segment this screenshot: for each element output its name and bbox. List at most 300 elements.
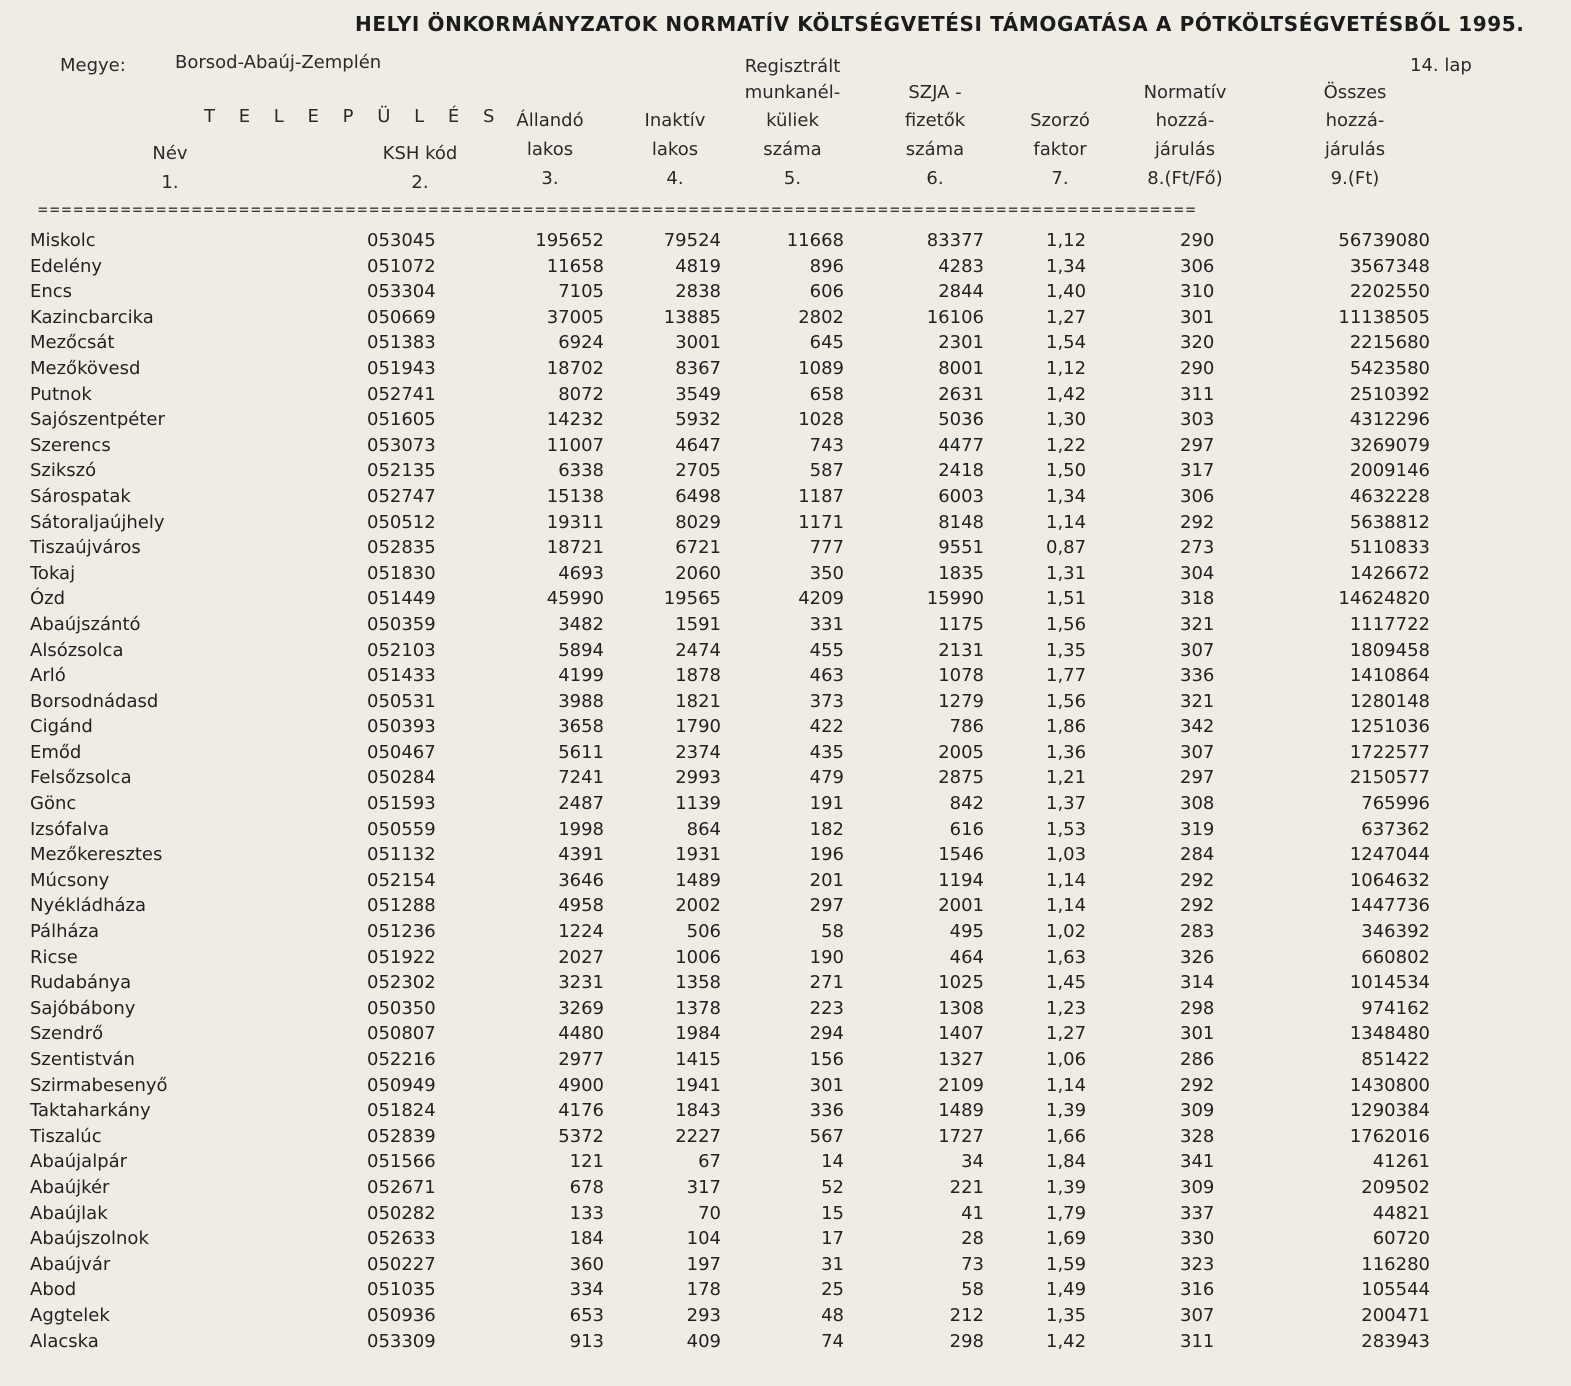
cell-normative-contribution: 306 (1180, 485, 1215, 507)
cell-multiplier: 1,59 (1046, 1253, 1087, 1275)
cell-szja-payers: 1835 (938, 562, 984, 584)
cell-unemployed: 1028 (798, 409, 844, 431)
col-header-code (370, 139, 470, 197)
cell-szja-payers: 34 (961, 1151, 984, 1173)
cell-multiplier: 1,27 (1046, 306, 1087, 328)
cell-szja-payers: 58 (961, 1279, 984, 1301)
cell-permanent-population: 4480 (558, 1023, 604, 1045)
cell-permanent-population: 1998 (558, 818, 604, 840)
cell-ksh-code: 050669 (367, 306, 436, 328)
cell-name: Szendrő (30, 1023, 104, 1045)
cell-multiplier: 1,02 (1046, 921, 1087, 943)
cell-szja-payers: 2875 (938, 767, 984, 789)
cell-szja-payers: 16106 (926, 306, 984, 328)
table-row (0, 1277, 1571, 1303)
cell-permanent-population: 121 (569, 1151, 604, 1173)
cell-name: Mezőkövesd (30, 357, 141, 379)
header-line: munkanél- (744, 82, 841, 103)
cell-permanent-population: 6924 (558, 332, 604, 354)
cell-multiplier: 1,39 (1046, 1100, 1087, 1122)
cell-name: Szentistván (30, 1049, 135, 1070)
cell-inactive-population: 79524 (663, 230, 721, 251)
cell-multiplier: 1,12 (1046, 230, 1087, 251)
cell-total-contribution: 2202550 (1349, 281, 1430, 303)
cell-unemployed: 271 (809, 972, 844, 994)
cell-inactive-population: 1006 (675, 946, 721, 968)
cell-unemployed: 567 (809, 1125, 844, 1147)
cell-normative-contribution: 314 (1180, 972, 1215, 994)
cell-unemployed: 777 (809, 537, 844, 559)
cell-name: Tokaj (30, 562, 76, 584)
cell-total-contribution: 209502 (1361, 1176, 1430, 1198)
header-line: járulás (1324, 139, 1386, 160)
cell-name: Aggtelek (30, 1304, 110, 1326)
county-value: Borsod-Abaúj-Zemplén (175, 52, 382, 73)
cell-szja-payers: 1279 (938, 690, 984, 712)
cell-unemployed: 58 (821, 921, 844, 943)
cell-unemployed: 331 (809, 613, 844, 635)
cell-name: Sátoraljaújhely (30, 511, 165, 533)
cell-ksh-code: 051072 (367, 255, 436, 277)
cell-unemployed: 201 (809, 869, 844, 891)
cell-name: Mezőkeresztes (30, 844, 163, 866)
cell-ksh-code: 052839 (367, 1125, 436, 1147)
cell-unemployed: 25 (821, 1279, 844, 1301)
cell-ksh-code: 050531 (367, 690, 436, 712)
cell-normative-contribution: 307 (1180, 639, 1215, 661)
cell-total-contribution: 2215680 (1349, 332, 1430, 354)
cell-normative-contribution: 336 (1180, 665, 1215, 687)
cell-szja-payers: 2844 (938, 281, 984, 303)
cell-normative-contribution: 309 (1180, 1100, 1215, 1122)
cell-permanent-population: 4900 (558, 1074, 604, 1096)
cell-name: Mezőcsát (30, 332, 115, 354)
table-row (0, 510, 1571, 536)
cell-permanent-population: 15138 (546, 485, 604, 507)
cell-name: Izsófalva (30, 818, 110, 840)
cell-total-contribution: 1280148 (1349, 690, 1430, 712)
header-line: lakos (526, 139, 574, 160)
cell-normative-contribution: 318 (1180, 588, 1215, 610)
cell-unemployed: 1089 (798, 357, 844, 379)
table-row (0, 305, 1571, 331)
cell-total-contribution: 660802 (1361, 946, 1430, 968)
cell-szja-payers: 298 (949, 1330, 984, 1352)
cell-name: Gönc (30, 793, 77, 815)
header-line: 7. (1051, 168, 1069, 189)
header-line: faktor (1033, 139, 1087, 160)
cell-multiplier: 1,06 (1046, 1049, 1087, 1070)
cell-normative-contribution: 292 (1180, 869, 1215, 891)
cell-total-contribution: 1247044 (1349, 844, 1430, 866)
cell-unemployed: 658 (809, 383, 844, 405)
header-line: lakos (651, 139, 699, 160)
cell-unemployed: 31 (821, 1253, 844, 1275)
cell-permanent-population: 133 (569, 1202, 604, 1224)
cell-unemployed: 422 (809, 716, 844, 738)
cell-szja-payers: 221 (949, 1176, 984, 1198)
cell-inactive-population: 67 (698, 1151, 721, 1173)
header-line: SZJA - (908, 82, 962, 103)
cell-multiplier: 1,37 (1046, 793, 1087, 815)
data-table-body (0, 228, 1571, 1354)
cell-inactive-population: 1415 (675, 1049, 721, 1070)
cell-unemployed: 606 (809, 281, 844, 303)
cell-name: Nyékládháza (30, 895, 146, 917)
cell-total-contribution: 346392 (1361, 921, 1430, 943)
cell-inactive-population: 8367 (675, 357, 721, 379)
cell-permanent-population: 14232 (546, 409, 604, 431)
cell-ksh-code: 052135 (367, 460, 436, 482)
cell-ksh-code: 051824 (367, 1100, 436, 1122)
cell-multiplier: 1,30 (1046, 409, 1087, 431)
cell-ksh-code: 051922 (367, 946, 436, 968)
header-line: 6. (926, 168, 944, 189)
table-row (0, 893, 1571, 919)
cell-multiplier: 1,69 (1046, 1228, 1087, 1250)
cell-szja-payers: 616 (949, 818, 984, 840)
cell-permanent-population: 2487 (558, 793, 604, 815)
cell-name: Encs (30, 281, 73, 303)
cell-total-contribution: 1762016 (1349, 1125, 1430, 1147)
header-line: Normatív (1143, 82, 1227, 103)
cell-multiplier: 1,34 (1046, 255, 1087, 277)
cell-permanent-population: 4391 (558, 844, 604, 866)
cell-total-contribution: 5423580 (1349, 357, 1430, 379)
cell-total-contribution: 2150577 (1349, 767, 1430, 789)
table-row (0, 561, 1571, 587)
cell-normative-contribution: 316 (1180, 1279, 1215, 1301)
cell-normative-contribution: 326 (1180, 946, 1215, 968)
cell-unemployed: 11668 (786, 230, 844, 251)
cell-name: Ricse (30, 946, 78, 968)
table-row (0, 356, 1571, 382)
cell-inactive-population: 4647 (675, 434, 721, 456)
cell-total-contribution: 60720 (1372, 1228, 1430, 1250)
cell-permanent-population: 3658 (558, 716, 604, 738)
cell-normative-contribution: 298 (1180, 997, 1215, 1019)
cell-name: Szikszó (30, 460, 97, 482)
cell-inactive-population: 1931 (675, 844, 721, 866)
cell-ksh-code: 050807 (367, 1023, 436, 1045)
cell-ksh-code: 051132 (367, 844, 436, 866)
cell-szja-payers: 2001 (938, 895, 984, 917)
cell-unemployed: 190 (809, 946, 844, 968)
header-line: Összes (1323, 82, 1387, 103)
cell-unemployed: 1171 (798, 511, 844, 533)
cell-ksh-code: 052216 (367, 1049, 436, 1070)
cell-ksh-code: 050559 (367, 818, 436, 840)
cell-inactive-population: 2374 (675, 741, 721, 763)
cell-szja-payers: 9551 (938, 537, 984, 559)
cell-ksh-code: 052302 (367, 972, 436, 994)
table-row (0, 484, 1571, 510)
cell-ksh-code: 052633 (367, 1228, 436, 1250)
cell-name: Abaújszántó (30, 613, 141, 635)
cell-szja-payers: 83377 (926, 230, 984, 251)
header-line: hozzá- (1325, 110, 1385, 131)
cell-normative-contribution: 317 (1180, 460, 1215, 482)
header-line: hozzá- (1155, 110, 1215, 131)
table-row (0, 663, 1571, 689)
cell-total-contribution: 3269079 (1349, 434, 1430, 456)
cell-permanent-population: 184 (569, 1228, 604, 1250)
header-line: 3. (541, 168, 559, 189)
cell-name: Miskolc (30, 230, 96, 251)
cell-inactive-population: 6498 (675, 485, 721, 507)
cell-ksh-code: 050227 (367, 1253, 436, 1275)
cell-normative-contribution: 321 (1180, 690, 1215, 712)
cell-szja-payers: 1489 (938, 1100, 984, 1122)
page-title: HELYI ÖNKORMÁNYZATOK NORMATÍV KÖLTSÉGVETÉSI TÁMOGATÁSA A PÓTKÖLTSÉGVETÉSBŐL 1995. (355, 12, 1525, 36)
cell-inactive-population: 2838 (675, 281, 721, 303)
cell-szja-payers: 1025 (938, 972, 984, 994)
table-row (0, 842, 1571, 868)
table-row (0, 1047, 1571, 1073)
cell-permanent-population: 4199 (558, 665, 604, 687)
cell-name: Sajószentpéter (30, 409, 165, 431)
cell-permanent-population: 4176 (558, 1100, 604, 1122)
table-row (0, 1073, 1571, 1099)
cell-permanent-population: 2977 (558, 1049, 604, 1070)
cell-multiplier: 1,42 (1046, 1330, 1087, 1352)
cell-unemployed: 191 (809, 793, 844, 815)
cell-multiplier: 1,03 (1046, 844, 1087, 866)
cell-unemployed: 74 (821, 1330, 844, 1352)
cell-normative-contribution: 311 (1180, 383, 1215, 405)
table-row (0, 458, 1571, 484)
cell-ksh-code: 051236 (367, 921, 436, 943)
cell-ksh-code: 050467 (367, 741, 436, 763)
cell-multiplier: 1,66 (1046, 1125, 1087, 1147)
cell-inactive-population: 1358 (675, 972, 721, 994)
cell-multiplier: 1,14 (1046, 511, 1087, 533)
cell-inactive-population: 1790 (675, 716, 721, 738)
cell-total-contribution: 200471 (1361, 1304, 1430, 1326)
cell-unemployed: 463 (809, 665, 844, 687)
cell-name: Arló (30, 665, 66, 687)
cell-unemployed: 15 (821, 1202, 844, 1224)
cell-multiplier: 1,84 (1046, 1151, 1087, 1173)
cell-multiplier: 1,49 (1046, 1279, 1087, 1301)
cell-unemployed: 455 (809, 639, 844, 661)
cell-multiplier: 1,54 (1046, 332, 1087, 354)
cell-total-contribution: 974162 (1361, 997, 1430, 1019)
cell-total-contribution: 3567348 (1349, 255, 1430, 277)
table-row (0, 996, 1571, 1022)
cell-multiplier: 1,12 (1046, 357, 1087, 379)
header-line: járulás (1154, 139, 1216, 160)
table-row (0, 689, 1571, 715)
cell-total-contribution: 5638812 (1349, 511, 1430, 533)
cell-multiplier: 1,51 (1046, 588, 1087, 610)
cell-inactive-population: 409 (686, 1330, 721, 1352)
table-row (0, 535, 1571, 561)
cell-multiplier: 1,56 (1046, 690, 1087, 712)
cell-multiplier: 1,31 (1046, 562, 1087, 584)
cell-unemployed: 17 (821, 1228, 844, 1250)
cell-total-contribution: 105544 (1361, 1279, 1430, 1301)
cell-unemployed: 350 (809, 562, 844, 584)
cell-unemployed: 301 (809, 1074, 844, 1096)
table-row (0, 330, 1571, 356)
table-row (0, 868, 1571, 894)
cell-total-contribution: 56739080 (1338, 230, 1430, 251)
cell-ksh-code: 051035 (367, 1279, 436, 1301)
cell-inactive-population: 2060 (675, 562, 721, 584)
cell-total-contribution: 1348480 (1349, 1023, 1430, 1045)
table-row (0, 1098, 1571, 1124)
header-line: Név (152, 143, 188, 164)
cell-multiplier: 1,22 (1046, 434, 1087, 456)
cell-unemployed: 14 (821, 1151, 844, 1173)
cell-multiplier: 1,36 (1046, 741, 1087, 763)
cell-permanent-population: 7241 (558, 767, 604, 789)
cell-normative-contribution: 341 (1180, 1151, 1215, 1173)
cell-inactive-population: 1139 (675, 793, 721, 815)
cell-szja-payers: 2109 (938, 1074, 984, 1096)
cell-normative-contribution: 321 (1180, 613, 1215, 635)
cell-name: Tiszaújváros (30, 537, 141, 559)
cell-szja-payers: 8148 (938, 511, 984, 533)
cell-normative-contribution: 310 (1180, 281, 1215, 303)
cell-normative-contribution: 283 (1180, 921, 1215, 943)
cell-normative-contribution: 303 (1180, 409, 1215, 431)
cell-permanent-population: 3988 (558, 690, 604, 712)
cell-permanent-population: 3231 (558, 972, 604, 994)
cell-normative-contribution: 304 (1180, 562, 1215, 584)
col-header-szja (885, 80, 985, 193)
cell-ksh-code: 050359 (367, 613, 436, 635)
cell-szja-payers: 2631 (938, 383, 984, 405)
cell-szja-payers: 5036 (938, 409, 984, 431)
cell-szja-payers: 15990 (926, 588, 984, 610)
cell-unemployed: 2802 (798, 306, 844, 328)
cell-multiplier: 1,40 (1046, 281, 1087, 303)
county-label: Megye: (60, 55, 126, 76)
cell-multiplier: 1,79 (1046, 1202, 1087, 1224)
table-row (0, 1124, 1571, 1150)
cell-szja-payers: 1327 (938, 1049, 984, 1070)
cell-permanent-population: 11658 (546, 255, 604, 277)
cell-ksh-code: 052154 (367, 869, 436, 891)
cell-normative-contribution: 284 (1180, 844, 1215, 866)
settlement-group-header: T E L E P Ü L É S (204, 106, 504, 127)
cell-name: Múcsony (30, 869, 110, 891)
cell-normative-contribution: 297 (1180, 767, 1215, 789)
cell-permanent-population: 45990 (546, 588, 604, 610)
cell-szja-payers: 786 (949, 716, 984, 738)
cell-permanent-population: 3646 (558, 869, 604, 891)
cell-multiplier: 1,42 (1046, 383, 1087, 405)
table-row (0, 279, 1571, 305)
cell-permanent-population: 678 (569, 1176, 604, 1198)
cell-unemployed: 435 (809, 741, 844, 763)
col-header-unemployed (735, 54, 850, 193)
cell-ksh-code: 052671 (367, 1176, 436, 1198)
col-header-inactive (630, 106, 720, 193)
cell-ksh-code: 050512 (367, 511, 436, 533)
cell-multiplier: 1,23 (1046, 997, 1087, 1019)
cell-total-contribution: 637362 (1361, 818, 1430, 840)
cell-total-contribution: 283943 (1361, 1330, 1430, 1352)
cell-normative-contribution: 330 (1180, 1228, 1215, 1250)
cell-normative-contribution: 311 (1180, 1330, 1215, 1352)
cell-name: Alacska (30, 1330, 99, 1352)
cell-multiplier: 1,63 (1046, 946, 1087, 968)
cell-unemployed: 52 (821, 1176, 844, 1198)
cell-total-contribution: 1064632 (1349, 869, 1430, 891)
cell-multiplier: 1,14 (1046, 895, 1087, 917)
table-row (0, 765, 1571, 791)
cell-szja-payers: 28 (961, 1228, 984, 1250)
cell-inactive-population: 8029 (675, 511, 721, 533)
cell-ksh-code: 051449 (367, 588, 436, 610)
cell-permanent-population: 653 (569, 1304, 604, 1326)
cell-inactive-population: 2002 (675, 895, 721, 917)
page-number: 14. lap (1410, 55, 1472, 76)
cell-ksh-code: 050936 (367, 1304, 436, 1326)
cell-permanent-population: 18702 (546, 357, 604, 379)
header-separator: ================================================================================================== (38, 202, 1198, 218)
cell-ksh-code: 050284 (367, 767, 436, 789)
table-row (0, 945, 1571, 971)
table-row (0, 740, 1571, 766)
cell-permanent-population: 360 (569, 1253, 604, 1275)
cell-ksh-code: 051593 (367, 793, 436, 815)
cell-total-contribution: 44821 (1372, 1202, 1430, 1224)
cell-unemployed: 743 (809, 434, 844, 456)
cell-multiplier: 1,21 (1046, 767, 1087, 789)
cell-name: Tiszalúc (30, 1125, 102, 1147)
table-row (0, 919, 1571, 945)
cell-name: Putnok (30, 383, 92, 405)
cell-normative-contribution: 297 (1180, 434, 1215, 456)
cell-name: Edelény (30, 255, 103, 277)
cell-inactive-population: 1984 (675, 1023, 721, 1045)
cell-normative-contribution: 342 (1180, 716, 1215, 738)
table-row (0, 1226, 1571, 1252)
cell-szja-payers: 212 (949, 1304, 984, 1326)
cell-multiplier: 1,39 (1046, 1176, 1087, 1198)
cell-permanent-population: 3269 (558, 997, 604, 1019)
cell-inactive-population: 6721 (675, 537, 721, 559)
cell-szja-payers: 464 (949, 946, 984, 968)
cell-ksh-code: 052741 (367, 383, 436, 405)
cell-inactive-population: 2474 (675, 639, 721, 661)
cell-total-contribution: 5110833 (1349, 537, 1430, 559)
cell-normative-contribution: 292 (1180, 1074, 1215, 1096)
cell-inactive-population: 197 (686, 1253, 721, 1275)
cell-unemployed: 48 (821, 1304, 844, 1326)
table-row (0, 714, 1571, 740)
cell-permanent-population: 3482 (558, 613, 604, 635)
cell-total-contribution: 1447736 (1349, 895, 1430, 917)
cell-szja-payers: 1308 (938, 997, 984, 1019)
cell-name: Abaújvár (30, 1253, 111, 1275)
cell-permanent-population: 37005 (546, 306, 604, 328)
table-row (0, 586, 1571, 612)
cell-total-contribution: 1426672 (1349, 562, 1430, 584)
cell-ksh-code: 051830 (367, 562, 436, 584)
header-line: Állandó (516, 110, 584, 131)
cell-total-contribution: 765996 (1361, 793, 1430, 815)
cell-name: Ózd (30, 588, 66, 610)
cell-normative-contribution: 290 (1180, 357, 1215, 379)
cell-multiplier: 1,53 (1046, 818, 1087, 840)
cell-szja-payers: 8001 (938, 357, 984, 379)
cell-inactive-population: 293 (686, 1304, 721, 1326)
